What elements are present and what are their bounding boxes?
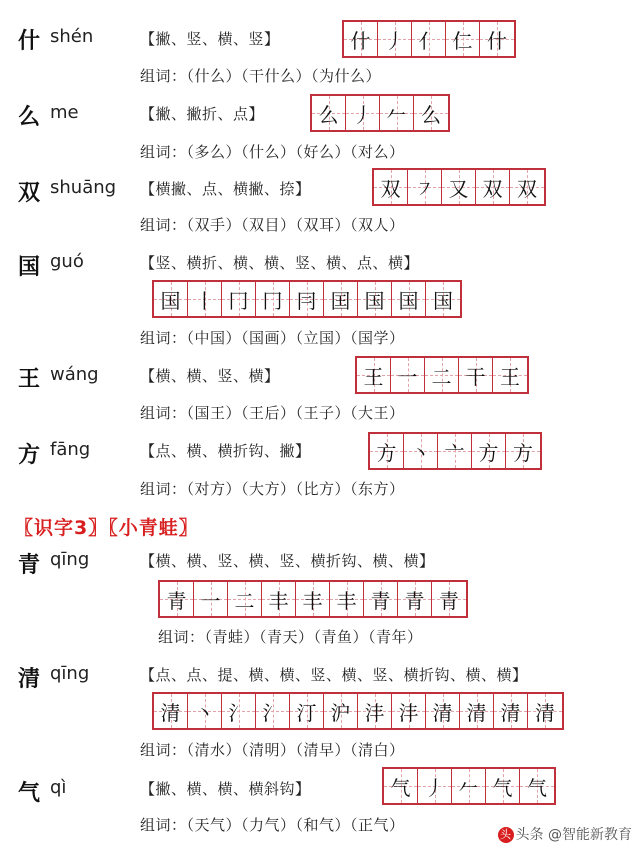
grid-cell: 么 [312,96,346,130]
grid-cell: 一 [391,358,425,392]
stroke-grid [372,168,546,206]
pinyin: shuāng [50,177,117,198]
grid-cell: 氵 [222,694,256,728]
character: 方 [18,443,41,468]
pinyin: shén [50,26,94,47]
grid-cell: 么 [414,96,448,130]
grid-cell: 丨 [188,282,222,316]
grid-cell: 丶 [188,694,222,728]
stroke-grid [152,692,564,730]
grid-cell: 囯 [324,282,358,316]
grid-cell: 氵 [256,694,290,728]
grid-cell: 丰 [330,582,364,616]
grid-cell: 清 [460,694,494,728]
grid-cell: 方 [506,434,540,468]
grid-cell: 丿 [418,769,452,803]
grid-cell: 双 [510,170,544,204]
grid-cell: 仁 [446,22,480,56]
stroke-order: 【横、横、竖、横】 [140,367,280,385]
pinyin: guó [50,251,84,272]
word-list: 组词：（对方）（大方）（比方）（东方） [140,480,405,498]
character: 什 [18,29,41,54]
character: 气 [18,781,41,806]
word-list: 组词：（天气）（力气）（和气）（正气） [140,816,405,834]
watermark-text: 头条 @智能新教育 [515,827,632,843]
grid-cell: 国 [426,282,460,316]
stroke-grid [310,94,450,132]
grid-cell: 亻 [412,22,446,56]
grid-cell: 又 [442,170,476,204]
grid-cell: 青 [364,582,398,616]
word-list: 组词：（国王）（王后）（王子）（大王） [140,404,405,422]
word-list: 组词：（清水）（清明）（清早）（清白） [140,741,405,759]
grid-cell: 丶 [404,434,438,468]
grid-cell: 气 [384,769,418,803]
grid-cell: 丰 [296,582,330,616]
grid-cell: 冃 [290,282,324,316]
pinyin: me [50,102,79,123]
grid-cell: 清 [154,694,188,728]
stroke-order: 【撇、撇折、点】 [140,105,265,123]
pinyin: fāng [50,439,91,460]
stroke-grid [152,280,462,318]
grid-cell: 冂 [256,282,290,316]
stroke-order: 【撇、横、横、横斜钩】 [140,780,311,798]
character: 青 [18,553,41,578]
section-title: 〖识字3〗〖小青蛙〗 [14,517,199,539]
word-list: 组词：（双手）（双目）（双耳）（双人） [140,216,405,234]
grid-cell: 国 [358,282,392,316]
pinyin: qīng [50,663,90,684]
grid-cell: 青 [160,582,194,616]
watermark [498,824,632,844]
grid-cell: 清 [494,694,528,728]
grid-cell: 丿 [346,96,380,130]
character: 清 [18,667,41,692]
grid-cell: 二 [228,582,262,616]
grid-cell: 清 [528,694,562,728]
grid-cell: 亠 [438,434,472,468]
grid-cell: 二 [425,358,459,392]
stroke-grid [342,20,516,58]
pinyin: qīng [50,549,90,570]
grid-cell: 𠂉 [452,769,486,803]
grid-cell: 一 [194,582,228,616]
character: 王 [18,367,41,392]
grid-cell: 汀 [290,694,324,728]
grid-cell: 双 [476,170,510,204]
grid-cell: 什 [480,22,514,56]
grid-cell: 国 [392,282,426,316]
grid-cell: 冂 [222,282,256,316]
grid-cell: 王 [493,358,527,392]
stroke-order: 【点、横、横折钩、撇】 [140,442,311,460]
grid-cell: ㇇ [408,170,442,204]
grid-cell: 气 [520,769,554,803]
grid-cell: 青 [432,582,466,616]
toutiao-logo-icon: 头 [498,827,514,843]
grid-cell: 𠂉 [380,96,414,130]
grid-cell: 丿 [378,22,412,56]
pinyin: wáng [50,364,99,385]
stroke-order: 【横、横、竖、横、竖、横折钩、横、横】 [140,552,435,570]
stroke-grid [368,432,542,470]
grid-cell: 方 [472,434,506,468]
stroke-order: 【点、点、提、横、横、竖、横、竖、横折钩、横、横】 [140,666,528,684]
grid-cell: 沣 [392,694,426,728]
grid-cell: 什 [344,22,378,56]
grid-cell: 沣 [358,694,392,728]
stroke-order: 【横撇、点、横撇、捺】 [140,180,311,198]
character: 么 [18,105,41,130]
grid-cell: 青 [398,582,432,616]
stroke-grid [382,767,556,805]
character: 国 [18,255,41,280]
stroke-order: 【竖、横折、横、横、竖、横、点、横】 [140,254,420,272]
grid-cell: 丰 [262,582,296,616]
character: 双 [18,181,41,206]
pinyin: qì [50,777,67,798]
grid-cell: 清 [426,694,460,728]
word-list: 组词：（多么）（什么）（好么）（对么） [140,143,405,161]
stroke-order: 【撇、竖、横、竖】 [140,30,280,48]
grid-cell: 方 [370,434,404,468]
grid-cell: 国 [154,282,188,316]
grid-cell: 气 [486,769,520,803]
word-list: 组词：（什么）（干什么）（为什么） [140,67,382,85]
word-list: 组词：（中国）（国画）（立国）（国学） [140,329,405,347]
grid-cell: 王 [357,358,391,392]
grid-cell: 沪 [324,694,358,728]
grid-cell: 双 [374,170,408,204]
grid-cell: 干 [459,358,493,392]
stroke-grid [355,356,529,394]
word-list: 组词：（青蛙）（青天）（青鱼）（青年） [158,628,423,646]
stroke-grid [158,580,468,618]
